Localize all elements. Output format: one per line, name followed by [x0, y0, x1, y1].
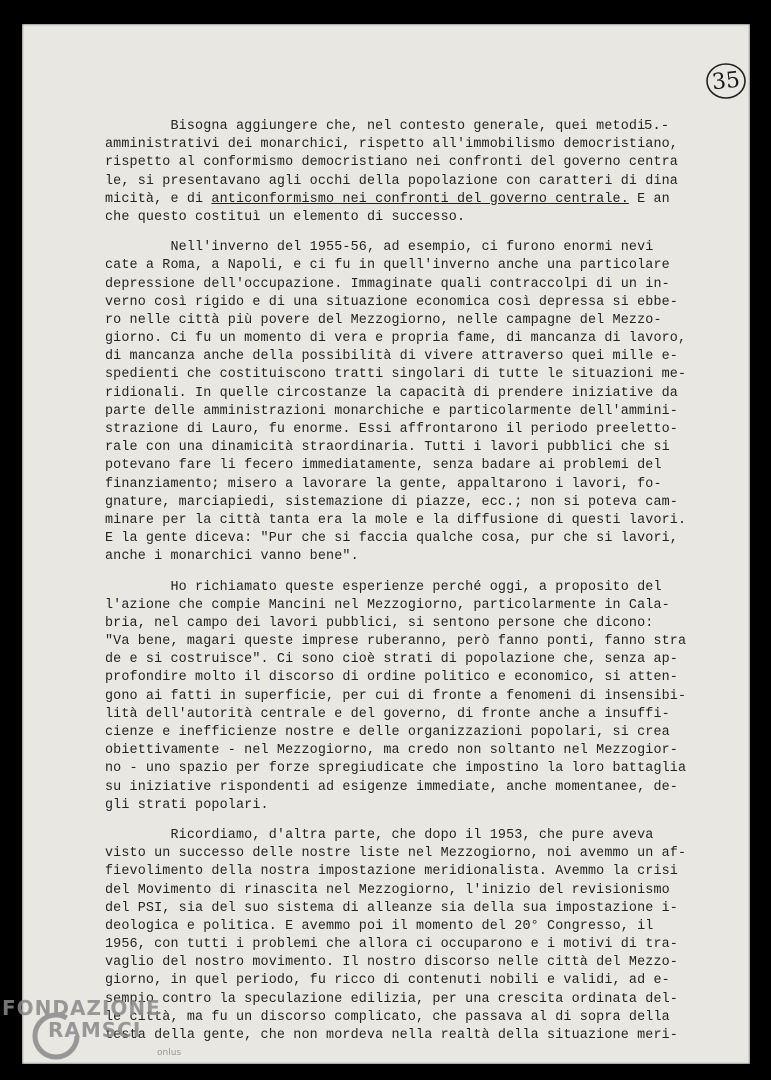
- text-line: giorno, in quel periodo, fu ricco di contenuti nobili e validi, ad e-: [105, 973, 670, 989]
- handwritten-number-text: 35: [710, 67, 742, 95]
- text-line: 1956, con tutti i problemi che allora ci occuparono e i motivi di tra-: [105, 937, 678, 953]
- text-line: sempio contro la speculazione edilizia, per una crescita ordinata del-: [105, 991, 678, 1007]
- text-line: spedienti che costituiscono tratti singolari di tutte le situazioni me-: [105, 367, 687, 383]
- text-line: Bisogna aggiungere che, nel contesto generale, quei metodi: [105, 119, 646, 134]
- handwritten-page-number: [705, 60, 747, 102]
- paragraph: [105, 827, 735, 1045]
- watermark-line1: FONDAZIONE: [2, 996, 161, 1020]
- text-line: le, si presentavano agli occhi della popolazione con caratteri di dina: [105, 173, 678, 189]
- text-line: anche i monarchici vanno bene".: [105, 549, 359, 565]
- text-line: strazione di Lauro, fu enorme. Essi affrontarono il periodo preeletto-: [105, 422, 678, 437]
- text-line: vaglio del nostro movimento. Il nostro discorso nelle città del Mezzo-: [105, 955, 678, 971]
- text-line: Nell'inverno del 1955-56, ad esempio, ci furono enormi nevi: [105, 240, 654, 256]
- text-line: gnature, marciapiedi, sistemazione di piazze, ecc.; non si poteva cam-: [105, 494, 678, 510]
- text-line: micità, e di anticonformismo nei confronti del governo centrale. E an: [105, 191, 670, 207]
- text-line: profondire molto il discorso di ordine politico e economico, si atten-: [105, 670, 678, 686]
- paragraph: [105, 579, 735, 815]
- text-line: verno così rigido e di una situazione economica così depressa si ebbe-: [105, 294, 678, 310]
- watermark-line2: RAMSCI: [48, 1018, 142, 1042]
- text-line: del Movimento di rinascita nel Mezzogiorno, l'inizio del revisionismo: [105, 882, 670, 898]
- text-line: giorno. Ci fu un momento di vera e propria fame, di mancanza di lavoro,: [105, 331, 687, 347]
- text-line: rispetto al conformismo democristiano nei confronti del governo centra: [105, 155, 678, 171]
- underlined-phrase: anticonformismo nei confronti del governo centrale.: [211, 191, 629, 207]
- paragraph: [105, 239, 735, 566]
- text-line: minare per la città tanta era la mole e la diffusione di questi lavori.: [105, 512, 687, 528]
- text-line: finanziamento; misero a lavorare la gente, appaltarono i lavori, fo-: [105, 476, 662, 492]
- text-line: bria, nel campo dei lavori pubblici, si sentono persone che dicono:: [105, 615, 654, 631]
- text-line: testa della gente, che non mordeva nella realtà della situazione meri-: [105, 1028, 678, 1043]
- text-line: de e si costruisce". Ci sono cioè strati di popolazione che, senza ap-: [105, 652, 678, 668]
- text-line: cienze e inefficienze nostre e delle organizzazioni popolari, si crea: [105, 725, 670, 740]
- text-line: Ricordiamo, d'altra parte, che dopo il 1953, che pure aveva: [105, 827, 654, 843]
- paragraph: [105, 118, 735, 227]
- typed-page-number: 5.-: [644, 118, 670, 134]
- text-line: no - uno spazio per forze spregiudicate che impostino la loro battaglia: [105, 761, 687, 777]
- watermark-line3: onlus: [157, 1048, 182, 1058]
- text-line: obiettivamente - nel Mezzogiorno, ma credo non soltanto nel Mezzogior-: [105, 743, 678, 759]
- document-body: [105, 118, 735, 1045]
- text-line: potevano fare li fecero immediatamente, senza badare ai problemi del: [105, 458, 662, 474]
- text-line: su iniziative rispondenti ad esigenze immediate, anche momentanee, de-: [105, 779, 678, 795]
- text-line: di mancanza anche della possibilità di vivere attraverso quei mille e-: [105, 349, 678, 365]
- text-line: visto un successo delle nostre liste nel Mezzogiorno, noi avemmo un af-: [105, 846, 687, 862]
- text-line: le città, ma fu un discorso complicato, che passava al di sopra della: [105, 1009, 670, 1025]
- text-line: l'azione che compie Mancini nel Mezzogiorno, particolarmente in Cala-: [105, 597, 670, 613]
- text-line: ro nelle città più povere del Mezzogiorno, nelle campagne del Mezzo-: [105, 312, 662, 328]
- text-line: "Va bene, magari queste imprese ruberanno, però fanno ponti, fanno stra: [105, 634, 687, 650]
- text-line: E la gente diceva: "Pur che si faccia qualche cosa, pur che si lavori,: [105, 531, 678, 547]
- text-line: rale con una dinamicità straordinaria. Tutti i lavori pubblici che si: [105, 440, 670, 456]
- text-line: deologica e politica. E avemmo poi il momento del 20° Congresso, il: [105, 918, 654, 934]
- text-line: cate a Roma, a Napoli, e ci fu in quell'inverno anche una particolare: [105, 258, 670, 274]
- text-line: parte delle amministrazioni monarchiche e particolarmente dell'ammini-: [105, 403, 678, 419]
- text-line: che questo costituì un elemento di successo.: [105, 209, 466, 225]
- watermark-logo: [2, 996, 182, 1058]
- text-line: amministrativi dei monarchici, rispetto all'immobilismo democristiano,: [105, 137, 678, 153]
- text-line: ridionali. In quelle circostanze la capacità di prendere iniziative da: [105, 385, 678, 401]
- text-line: lità dell'autorità centrale e del governo, di fronte anche a insuffi-: [105, 706, 670, 722]
- text-line: del PSI, sia del suo sistema di alleanze sia della sua impostazione i-: [105, 900, 678, 916]
- text-line: gli strati popolari.: [105, 797, 269, 813]
- text-line: Ho richiamato queste esperienze perché oggi, a proposito del: [105, 579, 662, 595]
- text-line: fievolimento della nostra impostazione meridionalista. Avemmo la crisi: [105, 864, 678, 880]
- text-line: gono ai fatti in superficie, per cui di fronte a fenomeni di insensibi-: [105, 688, 687, 704]
- text-line: depressione dell'occupazione. Immaginate quali contraccolpi di un in-: [105, 276, 670, 292]
